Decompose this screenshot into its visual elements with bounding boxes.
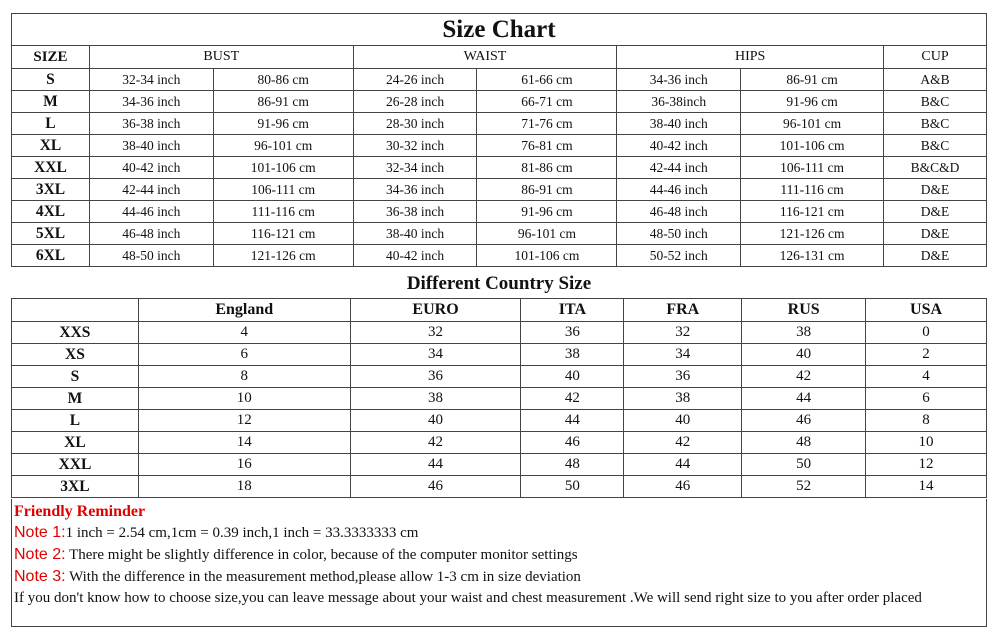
size-chart-title: Size Chart <box>12 14 987 46</box>
cell-bust-in: 32-34 inch <box>89 69 213 91</box>
cell-value: 42 <box>742 366 866 388</box>
table-row <box>12 344 987 366</box>
cell-bust-in: 38-40 inch <box>89 135 213 157</box>
cell-waist-in: 36-38 inch <box>353 201 477 223</box>
cell-value: 40 <box>624 410 742 432</box>
cell-value: 8 <box>138 366 350 388</box>
cell-size: XXS <box>12 322 139 344</box>
table-row <box>12 179 987 201</box>
cell-cup: B&C <box>884 135 987 157</box>
cell-bust-cm: 80-86 cm <box>213 69 353 91</box>
note-3-text: With the difference in the measurement method,please allow 1-3 cm in size deviation <box>65 569 581 585</box>
country-size-body <box>12 322 987 498</box>
cell-cup: D&E <box>884 201 987 223</box>
cell-waist-cm: 76-81 cm <box>477 135 617 157</box>
cell-value: 12 <box>138 410 350 432</box>
cell-bust-cm: 116-121 cm <box>213 223 353 245</box>
cell-value: 38 <box>350 388 521 410</box>
cell-hips-cm: 96-101 cm <box>741 113 884 135</box>
cell-value: 46 <box>350 476 521 498</box>
cell-waist-cm: 71-76 cm <box>477 113 617 135</box>
table-row <box>12 410 987 432</box>
cell-size: 4XL <box>12 201 90 223</box>
cell-value: 14 <box>138 432 350 454</box>
cell-value: 40 <box>521 366 624 388</box>
table-row <box>12 366 987 388</box>
cell-waist-cm: 81-86 cm <box>477 157 617 179</box>
cell-value: 44 <box>742 388 866 410</box>
cell-bust-cm: 106-111 cm <box>213 179 353 201</box>
cell-value: 6 <box>138 344 350 366</box>
cell-size: XXL <box>12 454 139 476</box>
cell-bust-cm: 91-96 cm <box>213 113 353 135</box>
note-2 <box>14 544 984 566</box>
notes-box <box>11 499 987 627</box>
header-bust: BUST <box>89 46 353 69</box>
cell-value: 42 <box>350 432 521 454</box>
size-chart-body <box>12 69 987 267</box>
cell-cup: D&E <box>884 245 987 267</box>
cell-size: 5XL <box>12 223 90 245</box>
cell-hips-in: 38-40 inch <box>617 113 741 135</box>
country-header: FRA <box>624 299 742 322</box>
cell-value: 34 <box>350 344 521 366</box>
note-1 <box>14 522 984 544</box>
cell-waist-cm: 86-91 cm <box>477 179 617 201</box>
cell-value: 34 <box>624 344 742 366</box>
cell-hips-in: 44-46 inch <box>617 179 741 201</box>
cell-hips-in: 34-36 inch <box>617 69 741 91</box>
cell-size: XS <box>12 344 139 366</box>
cell-bust-cm: 96-101 cm <box>213 135 353 157</box>
country-header: EURO <box>350 299 521 322</box>
cell-bust-in: 34-36 inch <box>89 91 213 113</box>
cell-hips-cm: 126-131 cm <box>741 245 884 267</box>
table-row <box>12 245 987 267</box>
cell-value: 4 <box>138 322 350 344</box>
cell-hips-cm: 101-106 cm <box>741 135 884 157</box>
country-header: USA <box>866 299 987 322</box>
cell-value: 48 <box>742 432 866 454</box>
cell-value: 48 <box>521 454 624 476</box>
note-1-text: 1 inch = 2.54 cm,1cm = 0.39 inch,1 inch = 33.3333333 cm <box>65 525 419 541</box>
cell-hips-in: 40-42 inch <box>617 135 741 157</box>
cell-value: 8 <box>866 410 987 432</box>
cell-cup: D&E <box>884 223 987 245</box>
cell-size: 3XL <box>12 476 139 498</box>
country-size-header <box>12 299 987 322</box>
cell-value: 6 <box>866 388 987 410</box>
country-size-table <box>11 298 987 498</box>
cell-value: 32 <box>624 322 742 344</box>
cell-cup: A&B <box>884 69 987 91</box>
cell-value: 18 <box>138 476 350 498</box>
cell-value: 38 <box>624 388 742 410</box>
table-row <box>12 454 987 476</box>
cell-bust-cm: 101-106 cm <box>213 157 353 179</box>
cell-value: 40 <box>350 410 521 432</box>
cell-value: 44 <box>521 410 624 432</box>
cell-value: 32 <box>350 322 521 344</box>
cell-value: 42 <box>624 432 742 454</box>
cell-value: 4 <box>866 366 987 388</box>
cell-value: 44 <box>624 454 742 476</box>
cell-value: 46 <box>624 476 742 498</box>
cell-size: L <box>12 410 139 432</box>
cell-hips-cm: 86-91 cm <box>741 69 884 91</box>
cell-size: XXL <box>12 157 90 179</box>
note-3-label: Note 3: <box>14 568 66 585</box>
cell-value: 44 <box>350 454 521 476</box>
cell-size: M <box>12 388 139 410</box>
table-row <box>12 432 987 454</box>
cell-waist-cm: 61-66 cm <box>477 69 617 91</box>
cell-cup: D&E <box>884 179 987 201</box>
table-row <box>12 157 987 179</box>
table-row <box>12 201 987 223</box>
cell-hips-cm: 116-121 cm <box>741 201 884 223</box>
cell-waist-cm: 66-71 cm <box>477 91 617 113</box>
size-chart-table <box>11 13 987 267</box>
table-row <box>12 322 987 344</box>
cell-hips-cm: 91-96 cm <box>741 91 884 113</box>
cell-value: 52 <box>742 476 866 498</box>
cell-value: 16 <box>138 454 350 476</box>
cell-value: 38 <box>521 344 624 366</box>
cell-value: 46 <box>742 410 866 432</box>
cell-size: L <box>12 113 90 135</box>
table-row <box>12 69 987 91</box>
cell-hips-in: 46-48 inch <box>617 201 741 223</box>
cell-cup: B&C <box>884 113 987 135</box>
cell-value: 14 <box>866 476 987 498</box>
cell-value: 10 <box>138 388 350 410</box>
country-size-title: Different Country Size <box>406 273 592 294</box>
cell-waist-cm: 96-101 cm <box>477 223 617 245</box>
cell-bust-in: 42-44 inch <box>89 179 213 201</box>
header-row <box>12 299 987 322</box>
cell-hips-in: 48-50 inch <box>617 223 741 245</box>
country-header: ITA <box>521 299 624 322</box>
table-row <box>12 476 987 498</box>
table-row <box>12 91 987 113</box>
note-1-label: Note 1: <box>14 524 66 541</box>
cell-waist-cm: 91-96 cm <box>477 201 617 223</box>
cell-value: 36 <box>521 322 624 344</box>
cell-value: 50 <box>742 454 866 476</box>
cell-size: M <box>12 91 90 113</box>
cell-value: 46 <box>521 432 624 454</box>
cell-value: 42 <box>521 388 624 410</box>
cell-value: 12 <box>866 454 987 476</box>
cell-bust-cm: 111-116 cm <box>213 201 353 223</box>
header-size: SIZE <box>12 46 90 69</box>
cell-hips-cm: 121-126 cm <box>741 223 884 245</box>
table-row <box>12 135 987 157</box>
header-waist: WAIST <box>353 46 617 69</box>
cell-value: 40 <box>742 344 866 366</box>
cell-waist-in: 26-28 inch <box>353 91 477 113</box>
country-header: England <box>138 299 350 322</box>
cell-hips-in: 36-38inch <box>617 91 741 113</box>
cell-value: 2 <box>866 344 987 366</box>
cell-cup: B&C&D <box>884 157 987 179</box>
cell-cup: B&C <box>884 91 987 113</box>
header-cup: CUP <box>884 46 987 69</box>
note-2-label: Note 2: <box>14 546 66 563</box>
cell-value: 36 <box>624 366 742 388</box>
cell-value: 36 <box>350 366 521 388</box>
note-2-text: There might be slightly difference in color, because of the computer monitor settings <box>65 547 578 563</box>
cell-waist-in: 40-42 inch <box>353 245 477 267</box>
cell-value: 0 <box>866 322 987 344</box>
cell-waist-in: 34-36 inch <box>353 179 477 201</box>
cell-bust-in: 48-50 inch <box>89 245 213 267</box>
note-3 <box>14 566 984 588</box>
cell-waist-in: 30-32 inch <box>353 135 477 157</box>
country-header: RUS <box>742 299 866 322</box>
closing-note: If you don't know how to choose size,you can leave message about your waist and chest measurement .We will send right size to you after order placed <box>14 590 922 606</box>
cell-hips-cm: 106-111 cm <box>741 157 884 179</box>
cell-waist-in: 28-30 inch <box>353 113 477 135</box>
cell-size: 3XL <box>12 179 90 201</box>
cell-waist-cm: 101-106 cm <box>477 245 617 267</box>
cell-value: 50 <box>521 476 624 498</box>
cell-waist-in: 38-40 inch <box>353 223 477 245</box>
cell-size: S <box>12 69 90 91</box>
cell-bust-in: 40-42 inch <box>89 157 213 179</box>
cell-hips-in: 42-44 inch <box>617 157 741 179</box>
cell-size: S <box>12 366 139 388</box>
cell-bust-cm: 121-126 cm <box>213 245 353 267</box>
cell-hips-cm: 111-116 cm <box>741 179 884 201</box>
cell-bust-in: 36-38 inch <box>89 113 213 135</box>
country-header <box>12 299 139 322</box>
cell-value: 10 <box>866 432 987 454</box>
cell-bust-in: 44-46 inch <box>89 201 213 223</box>
cell-size: XL <box>12 135 90 157</box>
cell-hips-in: 50-52 inch <box>617 245 741 267</box>
cell-bust-in: 46-48 inch <box>89 223 213 245</box>
friendly-reminder: Friendly Reminder <box>14 503 146 520</box>
table-row <box>12 388 987 410</box>
header-hips: HIPS <box>617 46 884 69</box>
cell-bust-cm: 86-91 cm <box>213 91 353 113</box>
cell-waist-in: 32-34 inch <box>353 157 477 179</box>
cell-waist-in: 24-26 inch <box>353 69 477 91</box>
cell-size: 6XL <box>12 245 90 267</box>
table-row <box>12 223 987 245</box>
table-row <box>12 113 987 135</box>
cell-value: 38 <box>742 322 866 344</box>
cell-size: XL <box>12 432 139 454</box>
